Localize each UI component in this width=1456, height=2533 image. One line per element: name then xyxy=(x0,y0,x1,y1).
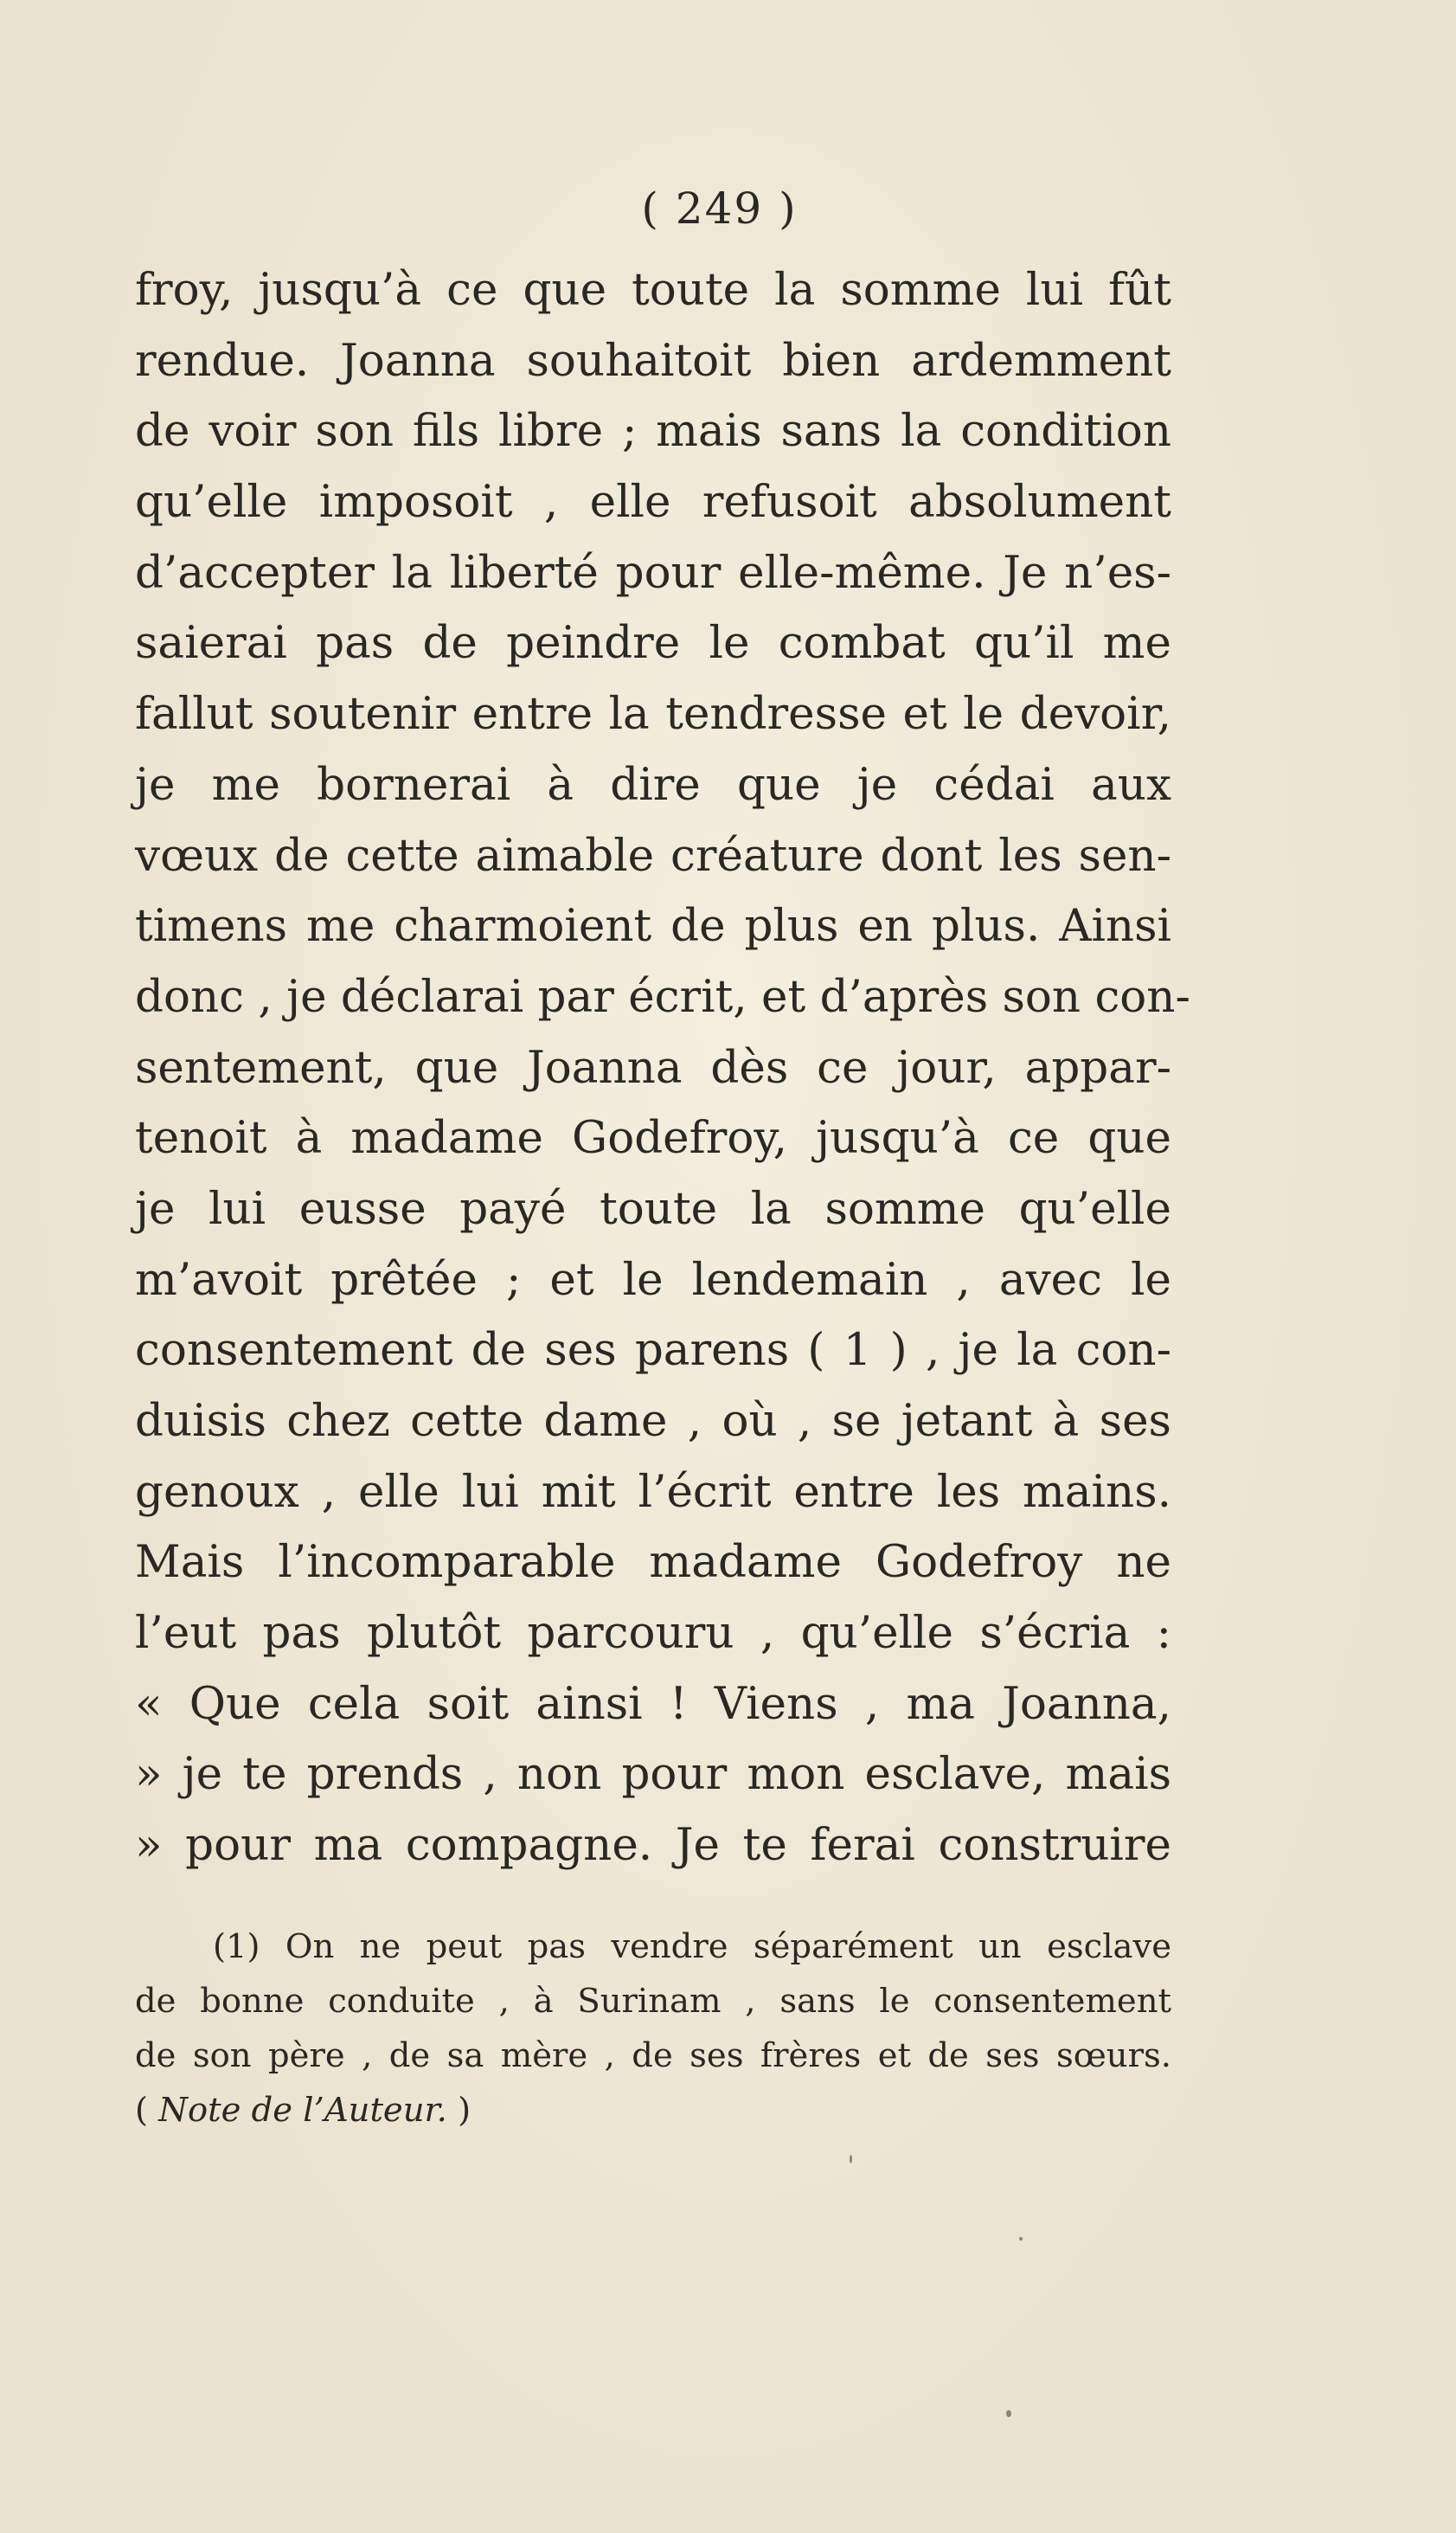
paper-speck xyxy=(1019,2237,1023,2240)
body-text xyxy=(135,255,1190,1881)
footnote-paren-close: ) xyxy=(446,2091,471,2130)
footnote xyxy=(135,1919,1171,2138)
text-line: consentement de ses parens ( 1 ) , je la con- xyxy=(135,1324,1171,1377)
text-line: d’accepter la liberté pour elle-même. Je n’es- xyxy=(135,546,1171,599)
text-line: tenoit à madame Godefroy, jusqu’à ce que xyxy=(135,1112,1171,1165)
text-line: » pour ma compagne. Je te ferai construire xyxy=(135,1819,1171,1872)
text-line: Mais l’incomparable madame Godefroy ne xyxy=(135,1536,1171,1589)
text-line: vœux de cette aimable créature dont les sen- xyxy=(135,829,1171,882)
text-line: qu’elle imposoit , elle refusoit absolument xyxy=(135,476,1171,529)
footnote-line: de bonne conduite , à Surinam , sans le consentement xyxy=(135,1982,1171,2021)
footnote-line: (1) On ne peut pas vendre séparément un esclave xyxy=(213,1927,1171,1966)
text-line: de voir son fils libre ; mais sans la condition xyxy=(135,405,1171,458)
text-line: duisis chez cette dame , où , se jetant à ses xyxy=(135,1395,1171,1447)
page-number: ( 249 ) xyxy=(641,183,798,234)
text-line: saierai pas de peindre le combat qu’il me xyxy=(135,617,1171,670)
footnote-attribution xyxy=(135,2083,1171,2138)
text-line: sentement, que Joanna dès ce jour, appar- xyxy=(135,1041,1171,1094)
text-line: je lui eusse payé toute la somme qu’elle xyxy=(135,1182,1171,1235)
paper-speck xyxy=(850,2155,852,2163)
text-line: rendue. Joanna souhaitoit bien ardemment xyxy=(135,334,1171,387)
text-line: l’eut pas plutôt parcouru , qu’elle s’écria : xyxy=(135,1607,1171,1660)
footnote-note-text: Note de l’Auteur. xyxy=(158,2091,447,2130)
text-line: fallut soutenir entre la tendresse et le devoir, xyxy=(135,688,1171,741)
text-line: timens me charmoient de plus en plus. Ainsi xyxy=(135,900,1171,953)
text-line: genoux , elle lui mit l’écrit entre les mains. xyxy=(135,1465,1171,1518)
text-line: m’avoit prêtée ; et le lendemain , avec le xyxy=(135,1253,1171,1306)
paper-speck xyxy=(1006,2410,1011,2417)
footnote-line: de son père , de sa mère , de ses frères et de ses sœurs. xyxy=(135,2036,1171,2075)
text-line: froy, jusqu’à ce que toute la somme lui fût xyxy=(135,264,1171,316)
text-line: donc , je déclarai par écrit, et d’après son con- xyxy=(135,970,1190,1023)
text-line: « Que cela soit ainsi ! Viens , ma Joanna, xyxy=(135,1677,1171,1730)
text-line: » je te prends , non pour mon esclave, mais xyxy=(135,1748,1171,1801)
footnote-paren-open: ( xyxy=(135,2091,159,2130)
text-line: je me bornerai à dire que je cédai aux xyxy=(135,758,1171,811)
